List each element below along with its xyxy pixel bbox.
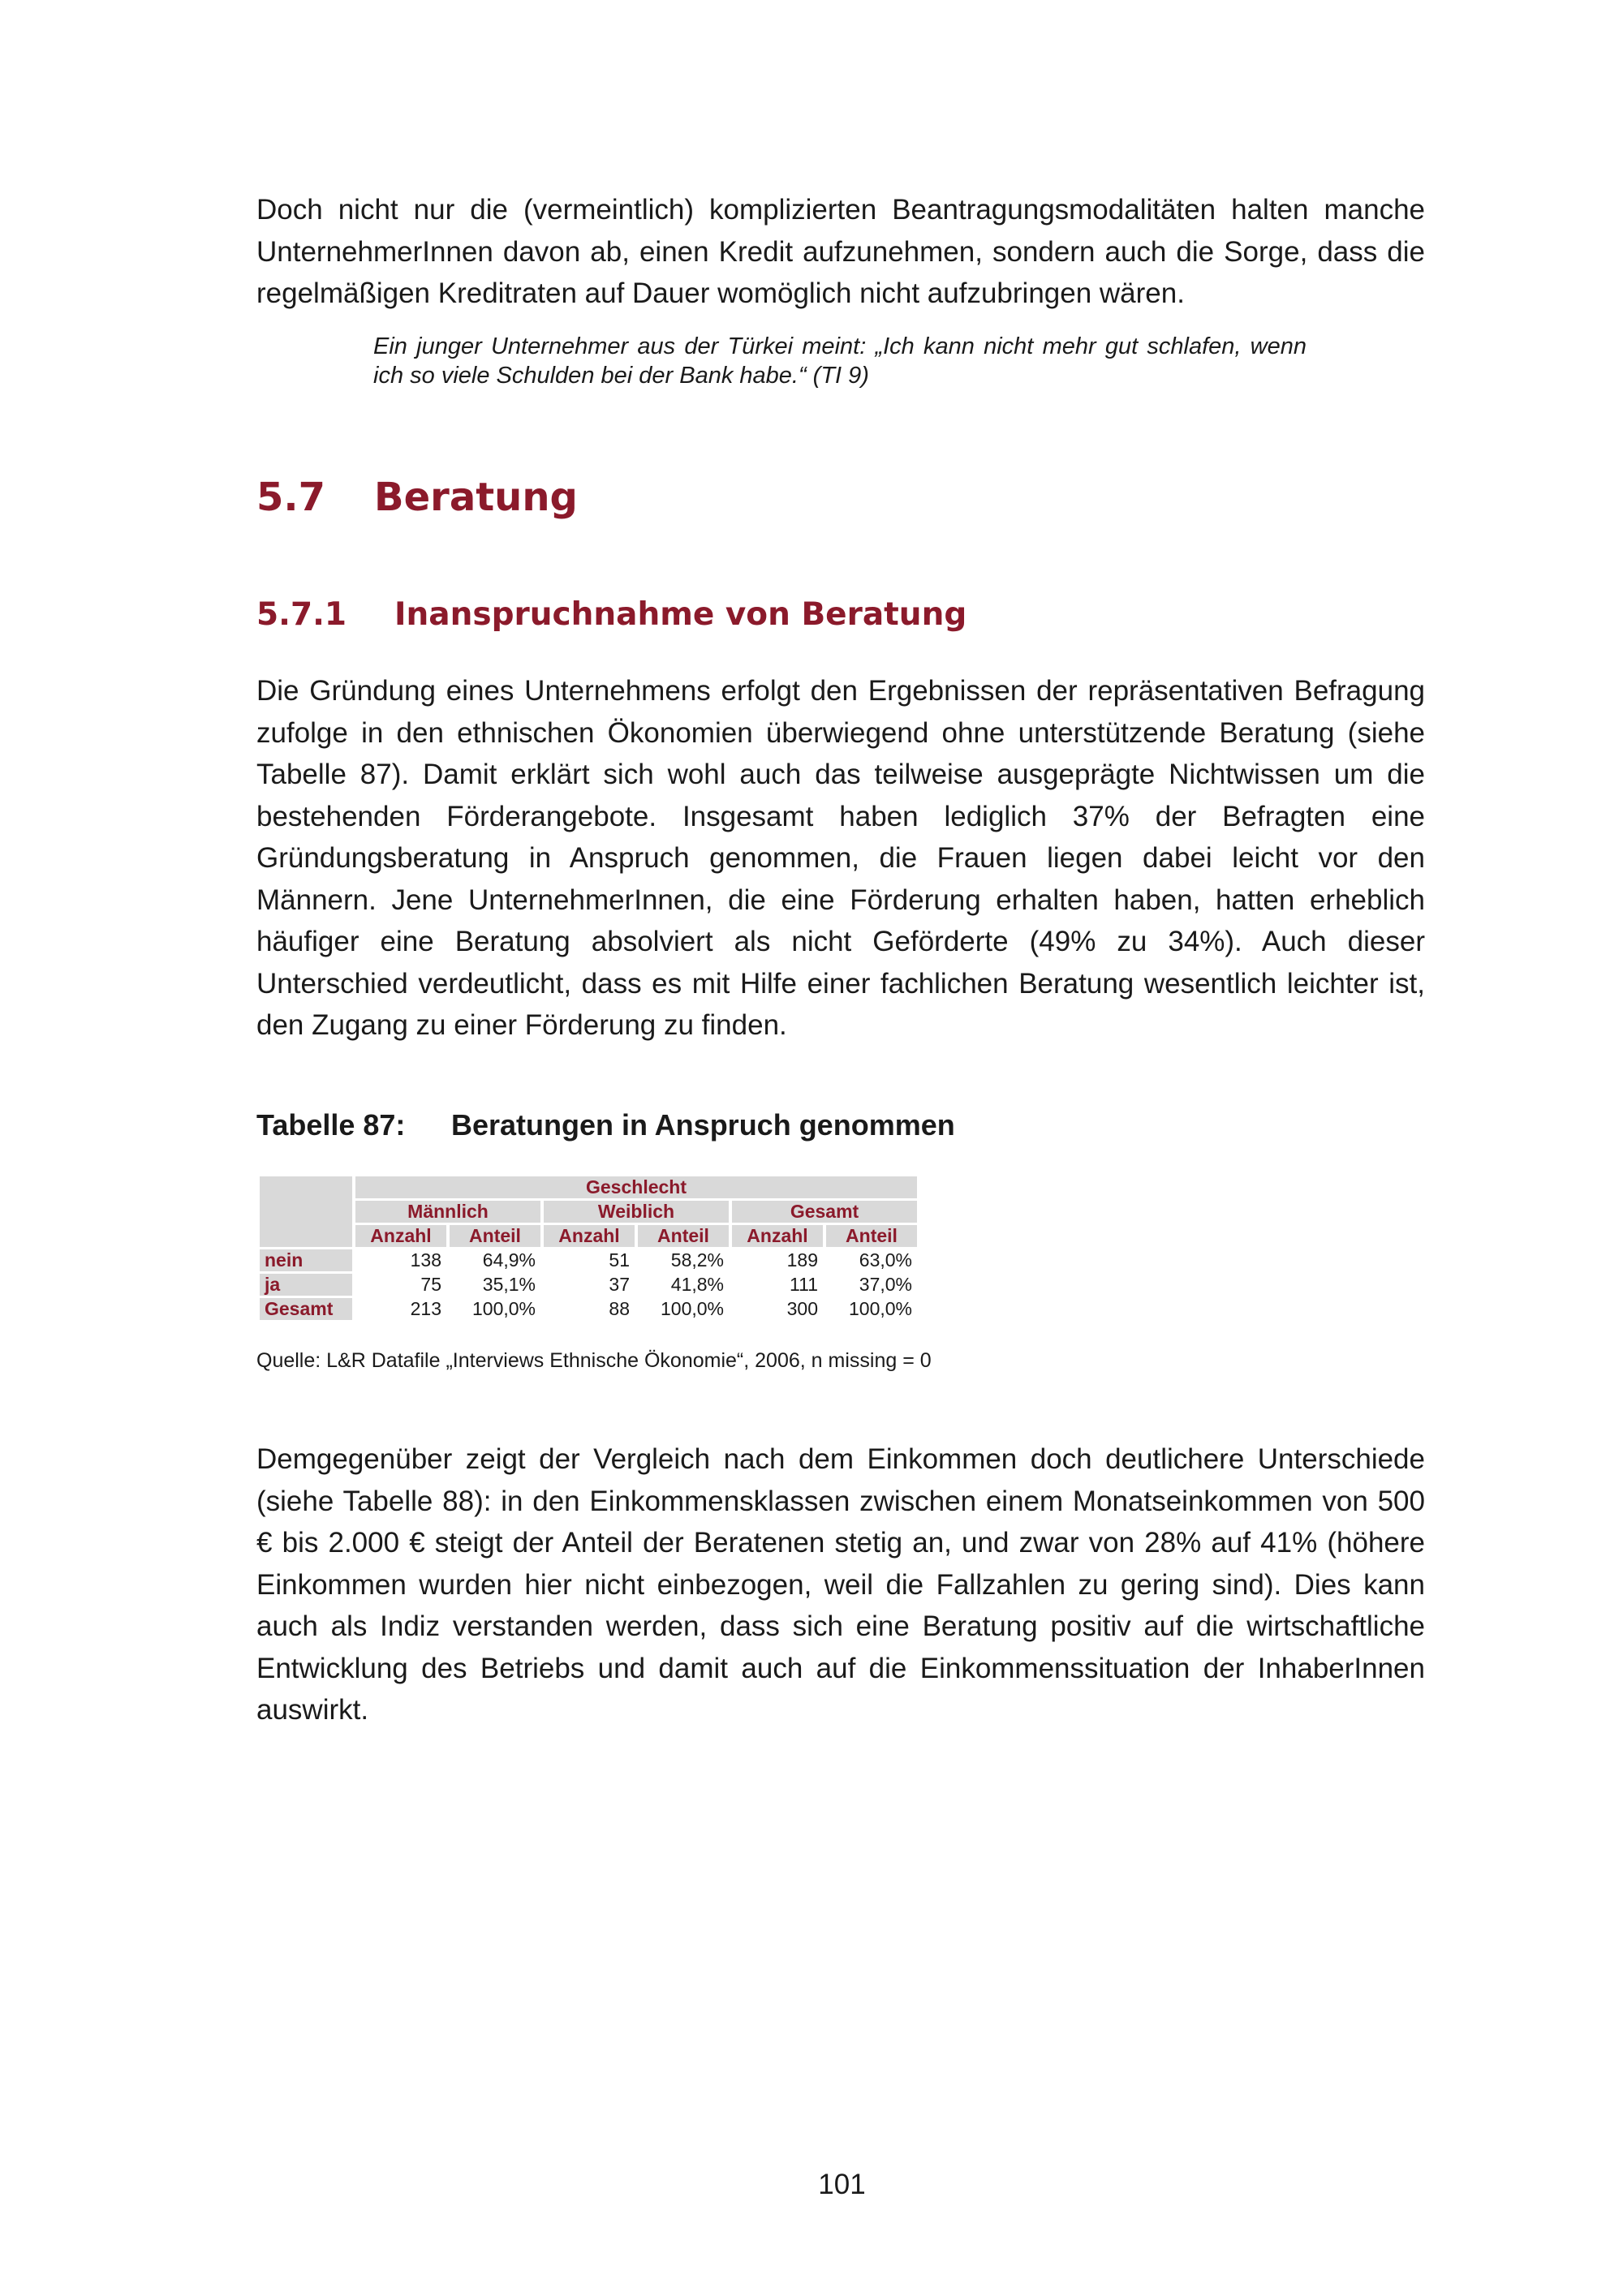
table-caption-label: Tabelle 87: [256,1108,406,1142]
header-anzahl: Anzahl [544,1225,635,1247]
subsection-number: 5.7.1 [256,596,347,633]
table-header-row-genders [260,1201,917,1223]
row-label: ja [260,1274,352,1296]
section-title: Beratung [374,475,578,520]
header-anteil: Anteil [638,1225,729,1247]
table-cell: 64,9% [450,1249,540,1271]
paragraph-income-comparison: Demgegenüber zeigt der Vergleich nach dem Einkommen doch deutlichere Unterschiede (siehe Tabelle 88): in den Einkommensklassen zwischen einem Monatseinkommen von 500 € bis 2.000 € steigt der Anteil der Beratenen stetig an, und zwar von 28% auf 41% (höhere Einkommen wurden hier nicht einbezogen, weil die Fallzahlen zu gering sind). Dies kann auch als Indiz verstanden werden, dass sich eine Beratung positiv auf die wirtschaftliche Entwicklung des Betriebs und damit auch auf die Einkommenssituation der InhaberInnen auswirkt. [256,1443,1425,1726]
header-anteil: Anteil [826,1225,917,1247]
table-cell: 189 [732,1249,823,1271]
paragraph-credit-concern: Doch nicht nur die (vermeintlich) komplizierten Beantragungsmodalitäten halten manche UnternehmerInnen davon ab, einen Kredit aufzunehmen, sondern auch die Sorge, dass die regelmäßigen Kreditraten auf Dauer womöglich nicht aufzubringen wären. [256,194,1425,309]
header-anteil: Anteil [450,1225,540,1247]
table-header-row-group [260,1176,917,1198]
row-label: Gesamt [260,1298,352,1320]
table-cell: 75 [355,1274,446,1296]
table-cell: 88 [544,1298,635,1320]
table-cell: 100,0% [638,1298,729,1320]
table-cell: 213 [355,1298,446,1320]
table-row [260,1298,917,1320]
subsection-heading [256,596,966,633]
table-cell: 35,1% [450,1274,540,1296]
table-cell: 51 [544,1249,635,1271]
row-label: nein [260,1249,352,1271]
table-cell: 138 [355,1249,446,1271]
table-cell: 100,0% [450,1298,540,1320]
table-cell: 63,0% [826,1249,917,1271]
subsection-title: Inanspruchnahme von Beratung [394,596,967,633]
consulting-table [256,1174,920,1322]
table-cell: 37,0% [826,1274,917,1296]
header-anzahl: Anzahl [355,1225,446,1247]
table-caption-title: Beratungen in Anspruch genommen [451,1108,955,1142]
table-cell: 300 [732,1298,823,1320]
interview-quote: Ein junger Unternehmer aus der Türkei meint: „Ich kann nicht mehr gut schlafen, wenn ich so viele Schulden bei der Bank habe.“ (TI 9) [373,333,1307,389]
table-cell: 37 [544,1274,635,1296]
header-maennlich: Männlich [355,1201,540,1223]
table-cell: 58,2% [638,1249,729,1271]
section-number: 5.7 [256,475,326,520]
header-weiblich: Weiblich [544,1201,729,1223]
table-row [260,1274,917,1296]
header-gesamt: Gesamt [732,1201,917,1223]
table-caption [256,1108,955,1142]
header-geschlecht: Geschlecht [355,1176,917,1198]
table-corner [260,1176,352,1247]
table-cell: 41,8% [638,1274,729,1296]
table-source: Quelle: L&R Datafile „Interviews Ethnische Ökonomie“, 2006, n missing = 0 [256,1349,932,1372]
table-header-row-measures [260,1225,917,1247]
table-cell: 111 [732,1274,823,1296]
section-heading [256,475,578,520]
header-anzahl: Anzahl [732,1225,823,1247]
paragraph-consulting-usage: Die Gründung eines Unternehmens erfolgt den Ergebnissen der repräsentativen Befragung zufolge in den ethnischen Ökonomien überwiegend ohne unterstützende Beratung (siehe Tabelle 87). Damit erklärt sich wohl auch das teilweise ausgeprägte Nichtwissen um die bestehenden Förderangebote. Insgesamt haben lediglich 37% der Befragten eine Gründungsberatung in Anspruch genommen, die Frauen liegen dabei leicht vor den Männern. Jene UnternehmerInnen, die eine Förderung erhalten haben, hatten erheblich häufiger eine Beratung absolviert als nicht Geförderte (49% zu 34%). Auch dieser Unterschied verdeutlicht, dass es mit Hilfe einer fachlichen Beratung wesentlich leichter ist, den Zugang zu einer Förderung zu finden. [256,675,1425,1041]
table-row [260,1249,917,1271]
table-cell: 100,0% [826,1298,917,1320]
page-number: 101 [818,2169,866,2200]
